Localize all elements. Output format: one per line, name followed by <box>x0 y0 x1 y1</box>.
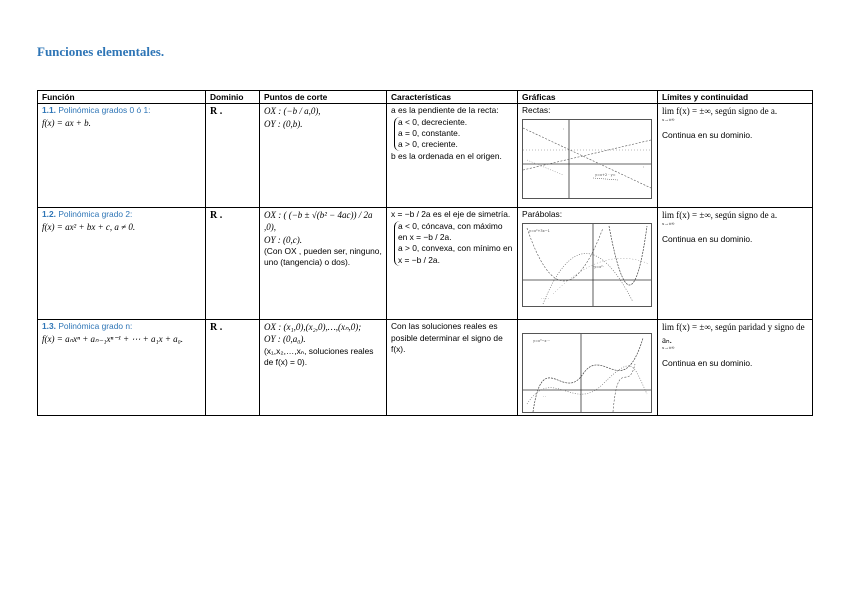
cell-caracteristicas <box>387 208 518 320</box>
row-number: 1.3. <box>42 321 56 332</box>
row-title: Polinómica grado n: <box>58 321 133 332</box>
limit-text: lim f(x) = ±∞, según paridad y signo de aₙ. <box>662 322 805 345</box>
cell-caracteristicas <box>387 104 518 208</box>
table-row <box>38 208 813 320</box>
lines-graph-image <box>522 119 652 199</box>
cell-funcion <box>38 208 206 320</box>
svg-text:· ·: · · <box>543 395 547 400</box>
continuity-text: Continua en su dominio. <box>662 233 753 244</box>
limit-text: lim f(x) = ±∞, según signo de a. <box>662 106 778 117</box>
table-header-row <box>38 91 813 104</box>
cell-limites <box>658 208 813 320</box>
svg-text:·y=x²·: ·y=x²· <box>593 264 604 269</box>
page-title: Funciones elementales. <box>37 44 165 59</box>
cut-note: (x₁,x₂,…,xₙ, soluciones reales de f(x) = 0). <box>264 345 374 367</box>
table-row <box>38 320 813 416</box>
parabolas-graph-image <box>522 223 652 307</box>
feature-text: x = −b / 2a es el eje de simetría. <box>391 209 511 220</box>
cell-funcion <box>38 104 206 208</box>
header-limites: Límites y continuidad <box>658 91 813 104</box>
header-dominio: Dominio <box>206 91 260 104</box>
row-number: 1.2. <box>42 209 56 220</box>
feature-brace <box>394 117 513 151</box>
cell-limites <box>658 320 813 416</box>
cut-note: (Con OX , pueden ser, ninguno, uno (tangencia) o dos). <box>264 245 382 268</box>
cut-ox: OX : ( (−b ± √(b² − 4ac)) / 2a ,0), <box>264 210 373 233</box>
table-row <box>38 104 813 208</box>
continuity-text: Continua en su dominio. <box>662 358 753 369</box>
feature-text: Con las soluciones reales es posible determinar el signo de f(x). <box>391 321 503 355</box>
graph-label: Parábolas: <box>522 209 563 220</box>
feature-text: a < 0, decreciente. <box>398 116 468 127</box>
cell-dominio <box>206 208 260 320</box>
domain-value: R . <box>210 322 223 334</box>
feature-text: a = 0, constante. <box>398 128 461 139</box>
row-title: Polinómica grado 2: <box>58 209 133 220</box>
cell-dominio <box>206 104 260 208</box>
graph-label: Rectas: <box>522 105 551 116</box>
domain-value: R . <box>210 210 223 222</box>
row-number: 1.1. <box>42 105 56 116</box>
domain-value: R . <box>210 106 223 118</box>
cell-limites <box>658 104 813 208</box>
svg-text:y=x+2 · y=: y=x+2 · y= <box>595 172 616 177</box>
header-puntos: Puntos de corte <box>260 91 387 104</box>
cut-ox: OX : (−b / a,0), <box>264 106 321 117</box>
limit-subscript: x→±∞ <box>662 220 675 226</box>
row-title: Polinómica grados 0 ó 1: <box>58 105 151 116</box>
polynomials-graph-image <box>522 333 652 413</box>
cell-funcion <box>38 320 206 416</box>
svg-text::: : <box>643 164 645 169</box>
header-graficas: Gráficas <box>518 91 658 104</box>
svg-text:y=x²+3x−1: y=x²+3x−1 <box>529 228 550 233</box>
row-formula: f(x) = ax + b. <box>42 117 91 128</box>
svg-text:· · · ·: · · · · <box>541 296 549 301</box>
limit-subscript: x→±∞ <box>662 345 675 351</box>
feature-text: a > 0, convexa, con mínimo en x = −b / 2a. <box>398 243 513 265</box>
feature-text: b es la ordenada en el origen. <box>391 150 502 161</box>
cut-oy: OY : (0,a₀). <box>264 334 306 345</box>
header-funcion: Función <box>38 91 206 104</box>
cell-graficas <box>518 104 658 208</box>
feature-text: a < 0, cóncava, con máximo en x = −b / 2a. <box>398 220 503 243</box>
cell-puntos <box>260 104 387 208</box>
cell-caracteristicas <box>387 320 518 416</box>
cut-ox: OX : (x₁,0),(x₂,0),…,(xₙ,0); <box>264 322 362 333</box>
row-formula: f(x) = aₙxⁿ + aₙ₋₁xⁿ⁻¹ + ⋯ + a₁x + a₀. <box>42 333 184 344</box>
feature-brace <box>394 221 513 266</box>
feature-text: a es la pendiente de la recta: <box>391 105 499 116</box>
cut-oy: OY : (0,c). <box>264 234 302 245</box>
cell-graficas <box>518 320 658 416</box>
svg-text:y=x³−x···: y=x³−x··· <box>533 339 550 344</box>
limit-subscript: x→±∞ <box>662 116 675 122</box>
header-caracteristicas: Características <box>387 91 518 104</box>
cell-puntos <box>260 208 387 320</box>
cell-puntos <box>260 320 387 416</box>
svg-text::: : <box>563 126 565 131</box>
cell-dominio <box>206 320 260 416</box>
functions-table <box>37 90 813 416</box>
cell-graficas <box>518 208 658 320</box>
row-formula: f(x) = ax² + bx + c, a ≠ 0. <box>42 221 136 232</box>
feature-text: a > 0, creciente. <box>398 139 458 150</box>
cut-oy: OY : (0,b). <box>264 118 303 129</box>
limit-text: lim f(x) = ±∞, según signo de a. <box>662 210 778 221</box>
continuity-text: Continua en su dominio. <box>662 129 753 140</box>
